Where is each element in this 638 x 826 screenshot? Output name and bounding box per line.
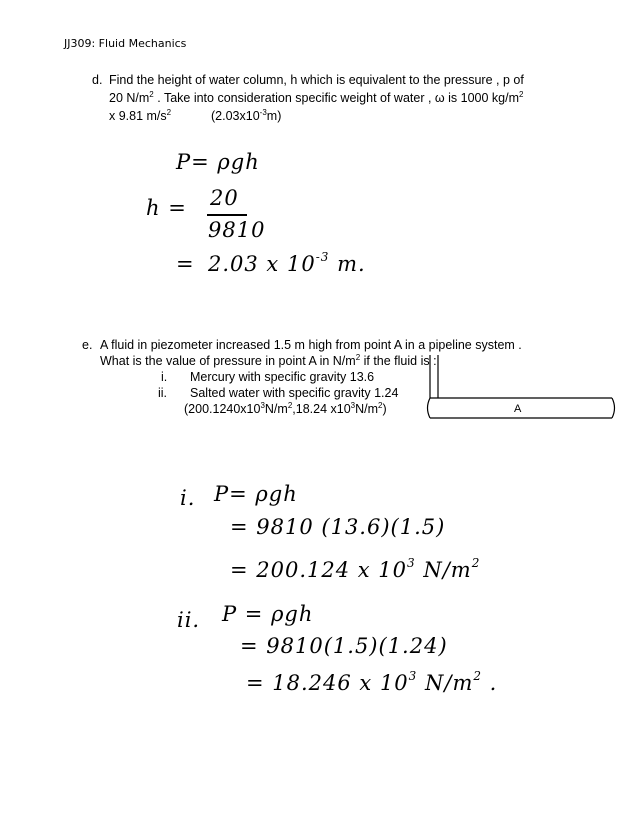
working-d-denominator: 9810: [208, 218, 266, 242]
question-e-label: e.: [82, 338, 93, 352]
working-e-i-line2: = 9810 (13.6)(1.5): [230, 515, 446, 539]
working-e-ii-line3: = 18.246 x $10^3$ $N/m^2$ .: [246, 669, 498, 695]
item-i-text: Mercury with specific gravity 13.6: [190, 370, 375, 384]
question-e-line2: What is the value of pressure in point A in $N/m^2$ if the fluid is :: [100, 353, 437, 368]
item-ii-text: Salted water with specific gravity 1.24: [190, 386, 399, 400]
working-d-result-eq: =: [176, 252, 195, 276]
working-d-result: 2.03 x $10^{-3}$ m.: [208, 250, 366, 276]
question-d-label: d.: [92, 73, 103, 87]
item-i-label: i.: [161, 370, 168, 384]
pipe-right-end: [612, 398, 615, 418]
working-e-i-line3: = 200.124 x $10^3$ $N/m^2$: [230, 556, 481, 582]
question-e-line1: A fluid in piezometer increased 1.5 m high from point A in a pipeline system .: [100, 338, 522, 352]
working-e-i-label: i.: [180, 486, 196, 510]
question-d-line2: 20 $N/m^2$ . Take into consideration specific weight of water , ω is 1000 $kg/m^2$: [109, 90, 524, 105]
working-e-ii-formula: P = ρgh: [222, 602, 314, 626]
pipe-left-end: [428, 398, 431, 418]
working-e-ii-label: ii.: [177, 608, 201, 632]
working-d-h-label: h =: [146, 196, 187, 220]
fraction-bar: [207, 214, 247, 216]
working-d-formula: P= ρgh: [176, 150, 260, 174]
working-e-i-formula: P= ρgh: [214, 482, 298, 506]
question-d-answer: $(2.03x10^{-3}m)$: [211, 108, 282, 123]
question-d-line1: Find the height of water column, h which is equivalent to the pressure , p of: [109, 73, 524, 87]
diagram-point-a-label: A: [514, 403, 522, 415]
working-d-numerator: 20: [210, 186, 239, 210]
page-header: JJ309: Fluid Mechanics: [64, 37, 187, 50]
working-e-ii-line2: = 9810(1.5)(1.24): [240, 634, 448, 658]
question-d-line3: x 9.81 $m/s^2$: [109, 108, 172, 123]
question-e-answer: ($200.1240x10^3N/m^2,18.24$ $x10^3N/m^2$): [184, 401, 387, 416]
item-ii-label: ii.: [158, 386, 168, 400]
